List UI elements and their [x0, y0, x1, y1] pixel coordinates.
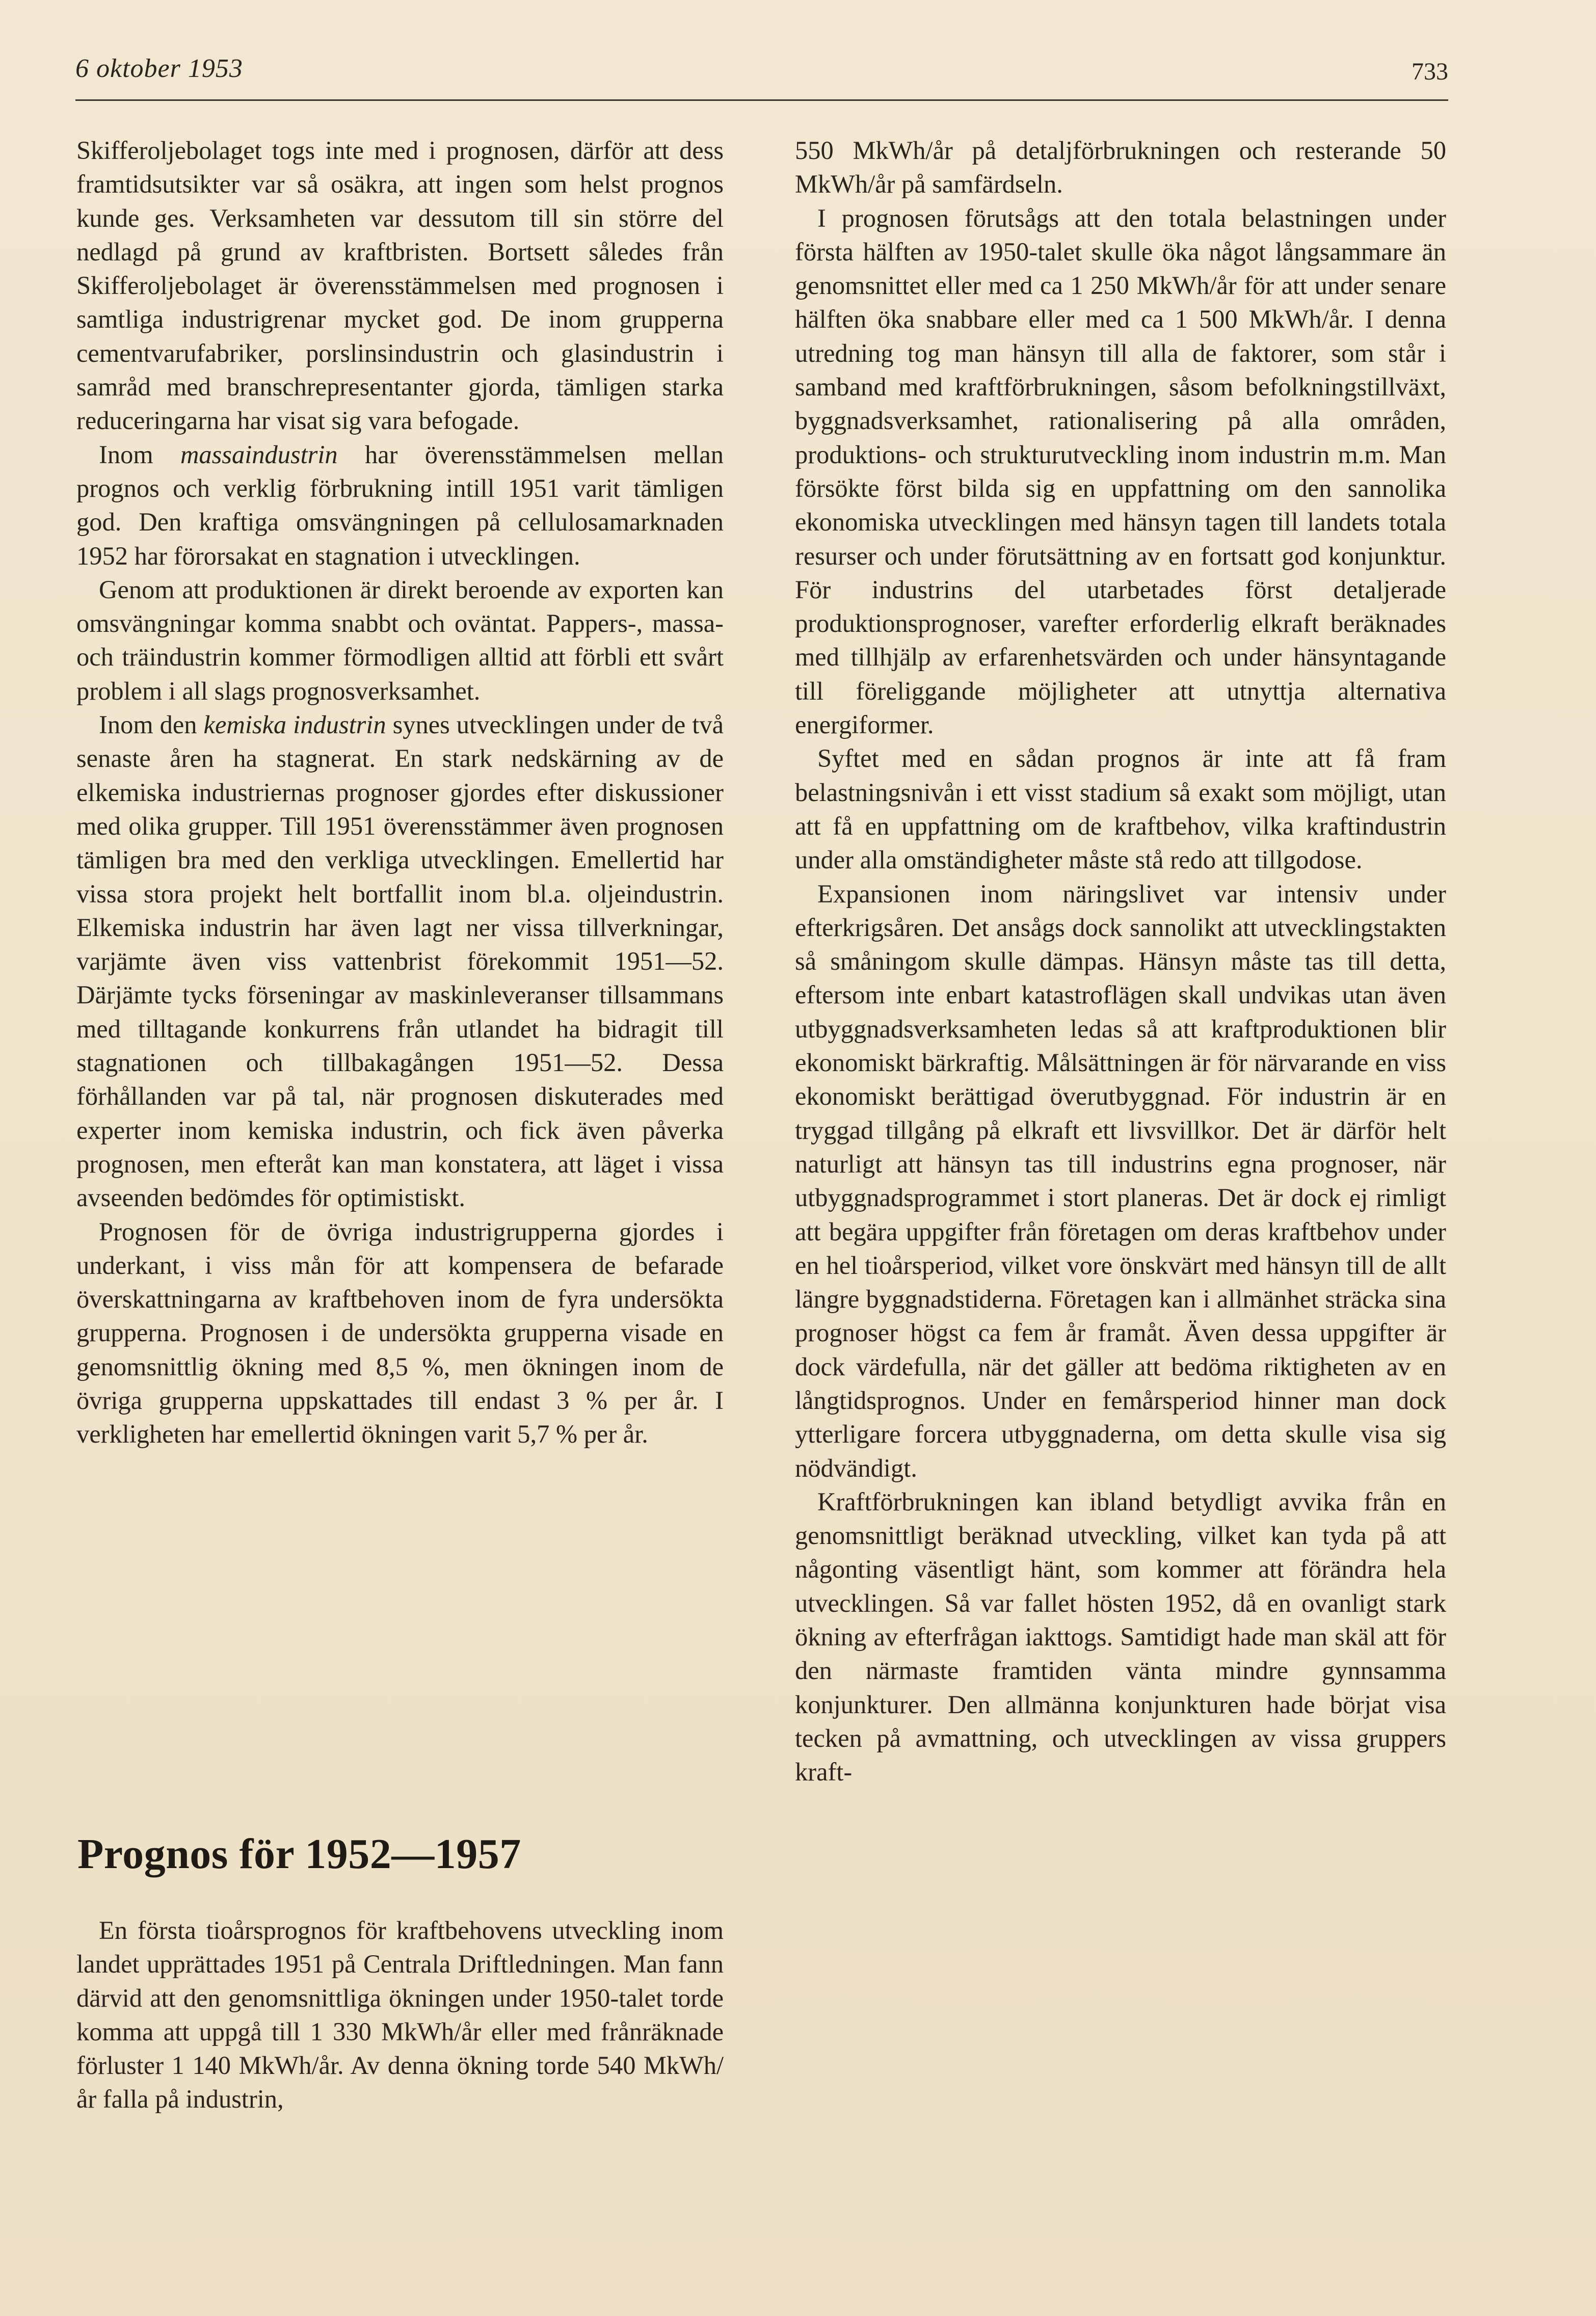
right-column	[795, 134, 1446, 1789]
paragraph: Inom massaindustrin har överensstämmelsen mellan prognos och verklig förbrukning intill 1951 varit tämligen god. Den kraftiga omsvängningen på cellulosamarknaden 1952 har förorsakat en stagnation i utvecklingen.	[76, 440, 724, 570]
paragraph: 550 MkWh/år på detaljförbrukningen och resterande 50 MkWh/år på samfärdseln.	[795, 136, 1446, 199]
paragraph: Prognosen för de övriga industrigrupperna gjordes i underkant, i viss mån för att kompensera de befarade överskattningarna av kraftbehoven inom de fyra undersökta grupperna. Prognosen i de undersökta grupperna visade en genomsnittlig ökning med 8,5 %, men ökningen inom de övriga grupperna uppskattades till endast 3 % per år. I verkligheten har emellertid ökningen varit 5,7 % per år.	[76, 1217, 724, 1449]
paragraph: Genom att produktionen är direkt beroende av exporten kan omsvängningar komma snabbt och oväntat. Pappers-, massa- och träindustrin kommer förmodligen alltid att förbli ett svårt problem i all slags prognosverksamhet.	[76, 575, 724, 705]
left-column	[76, 134, 724, 1451]
paragraph: Syftet med en sådan prognos är inte att få fram belastningsnivån i ett visst stadium så exakt som möjligt, utan att få en uppfattning om de kraftbehov, vilka kraftindustrin under alla omständigheter måste stå redo att tillgodose.	[795, 744, 1446, 874]
paragraph: Kraftförbrukningen kan ibland betydligt avvika från en genomsnittligt beräknad utveckling, vilket kan tyda på att någonting väsentligt hänt, som kommer att förändra hela utvecklingen. Så var fallet hösten 1952, då en ovanligt stark ökning av efterfrågan iakttogs. Samtidigt hade man skäl att för den närmaste framtiden vänta mindre gynnsamma konjunkturer. Den allmänna konjunkturen hade börjat visa tecken på avmattning, och utvecklingen av vissa gruppers kraft-	[795, 1487, 1446, 1787]
paragraph: Inom den kemiska industrin synes utvecklingen under de två senaste åren ha stagnerat. En stark nedskärning av de elkemiska industriernas prognoser gjordes efter diskussioner med olika grupper. Till 1951 överensstämmer även prognosen tämligen bra med den verkliga utvecklingen. Emellertid har vissa stora projekt helt bortfallit inom bl.a. oljeindustrin. Elkemiska industrin har även lagt ner vissa tillverkningar, varjämte även viss vattenbrist förekommit 1951—52. Därjämte tycks förseningar av maskinleveranser tillsammans med tilltagande konkurrens från utlandet ha bidragit till stagnationen och tillbakagången 1951—52. Dessa förhållanden var på tal, när prognosen diskuterades med experter inom kemiska industrin, och fick även påverka prognosen, men efteråt kan man konstatera, att läget i vissa avseenden bedömdes för optimistiskt.	[76, 710, 724, 1212]
section-heading: Prognos för 1952—1957	[77, 1830, 521, 1878]
page-header	[75, 54, 1448, 101]
paragraph: Expansionen inom näringslivet var intensiv under efterkrigsåren. Det ansågs dock sannolikt att utvecklingstakten så småningom skulle dämpas. Hänsyn måste tas till detta, eftersom inte enbart katastroflägen skall undvikas utan även utbyggnadsverksamheten ledas så att kraftproduktionen blir ekonomiskt bärkraftig. Målsättningen är för närvarande en viss ekonomiskt berättigad överutbyggnad. För industrin är en tryggad tillgång på elkraft ett livsvillkor. Det är därför helt naturligt att hänsyn tas till industrins egna prognoser, när utbyggnadsprogrammet i stort planeras. Det är dock ej rimligt att begära uppgifter från företagen om deras kraftbehov under en hel tioårsperiod, vilket vore önskvärt med hänsyn till de allt längre byggnadstiderna. Företagen kan i allmänhet sträcka sina prognoser högst ca fem år framåt. Även dessa uppgifter är dock värdefulla, när det gäller att bedöma riktigheten av en långtidsprognos. Under en femårsperiod hinner man dock ytterligare forcera utbyggnaderna, om detta skulle visa sig nödvändigt.	[795, 879, 1446, 1482]
emphasis: massaindustrin	[180, 440, 338, 469]
page-number: 733	[1412, 58, 1448, 85]
paragraph: En första tioårsprognos för kraftbehovens utveckling inom landet upprättades 1951 på Centrala Driftledningen. Man fann därvid att den genomsnittliga ökningen under 1950-talet torde komma att uppgå till 1 330 MkWh/år eller med frånräknade förluster 1 140 MkWh/år. Av denna ökning torde 540 MkWh/år falla på industrin,	[76, 1916, 724, 2114]
emphasis: kemiska industrin	[203, 710, 386, 739]
paragraph: I prognosen förutsågs att den totala belastningen under första hälften av 1950-talet skulle öka något långsammare än genomsnittet eller med ca 1 250 MkWh/år för att under senare hälften öka snabbare eller med ca 1 500 MkWh/år. I denna utredning tog man hänsyn till alla de faktorer, som står i samband med kraftförbrukningen, såsom befolkningstillväxt, byggnadsverksamhet, rationalisering på alla områden, produktions- och strukturutveckling inom industrin m.m. Man försökte först bilda sig en uppfattning om den sannolika ekonomiska utvecklingen med hänsyn tagen till landets totala resurser och under förutsättning av en fortsatt god konjunktur. För industrins del utarbetades först detaljerade produktionsprognoser, varefter erforderlig elkraft beräknades med tillhjälp av erfarenhetsvärden och under hänsyntagande till föreliggande möjligheter att utnyttja alternativa energiformer.	[795, 203, 1446, 739]
left-column-continued	[76, 1913, 724, 2116]
issue-date: 6 oktober 1953	[75, 54, 243, 83]
paragraph: Skifferoljebolaget togs inte med i prognosen, därför att dess framtidsutsikter var så osäkra, att ingen som helst prognos kunde ges. Verksamheten var dessutom till sin större del nedlagd på grund av kraftbristen. Bortsett således från Skifferoljebolaget är överensstämmelsen med prognosen i samtliga industrigrenar mycket god. De inom grupperna cementvarufabriker, porslinsindustrin och glasindustrin i samråd med branschrepresentanter gjorda, tämligen starka reduceringarna har visat sig vara befogade.	[76, 136, 724, 435]
